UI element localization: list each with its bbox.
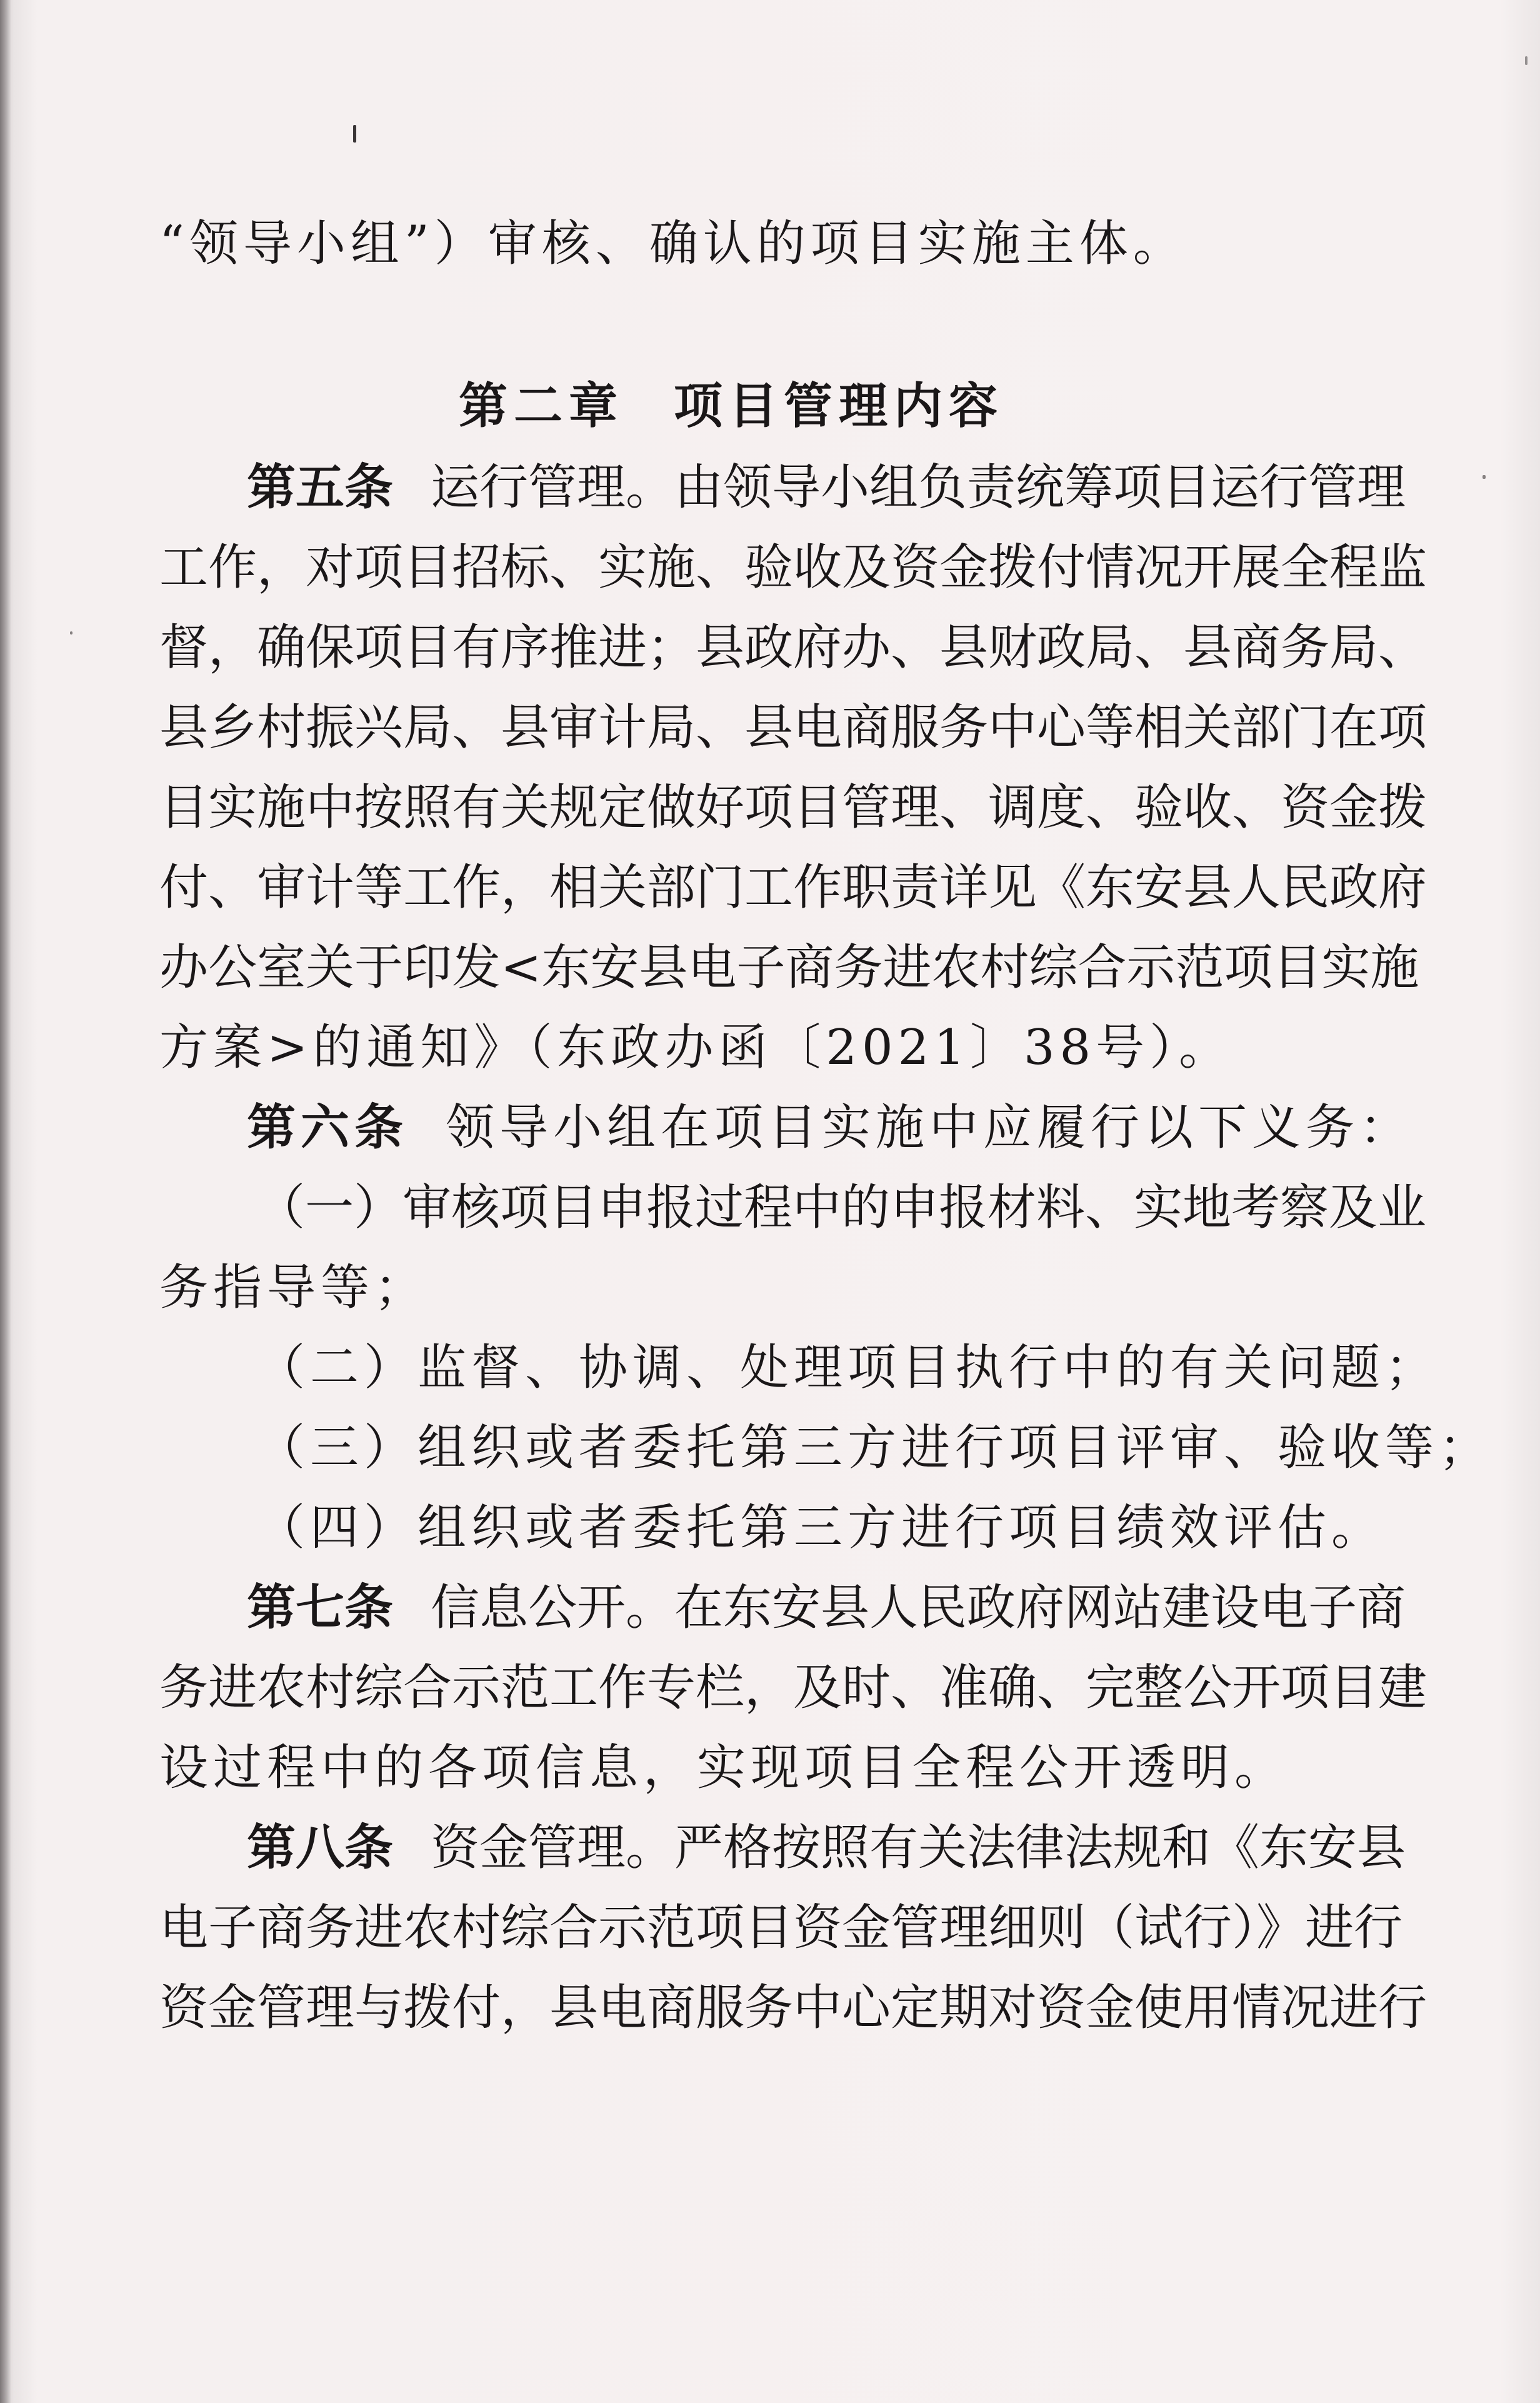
article-5-line-3: 督，确保项目有序推进；县政府办、县财政局、县商务局、 [159, 620, 1428, 676]
article-label: 第六条 [247, 1100, 409, 1156]
article-label: 第五条 [247, 459, 394, 516]
article-label: 第七条 [247, 1580, 394, 1636]
article-6-item-1-line-1: （一）审核项目申报过程中的申报材料、实地考察及业 [256, 1180, 1427, 1236]
article-5-line-2: 工作，对项目招标、实施、验收及资金拨付情况开展全程监 [159, 539, 1428, 596]
article-5-line-7: 办公室关于印发<东安县电子商务进农村综合示范项目实施 [159, 940, 1419, 996]
article-7-line-3: 设过程中的各项信息，实现项目全程公开透明。 [159, 1740, 1289, 1796]
scan-speck [70, 631, 72, 635]
scan-speck [1525, 56, 1528, 65]
article-5-line-1: 第五条 运行管理。由领导小组负责统筹项目运行管理 [247, 459, 1406, 516]
article-6-item-2: （二）监督、协调、处理项目执行中的有关问题； [256, 1340, 1439, 1396]
text-line: “领导小组”）审核、确认的项目实施主体。 [159, 216, 1187, 272]
chapter-heading [159, 375, 1303, 444]
page-edge-shadow [0, 0, 11, 2403]
chapter-title: 项目管理内容 [674, 378, 1004, 434]
article-label: 第八条 [247, 1820, 394, 1876]
article-5-line-8: 方案>的通知》（东政办函〔2021〕38号）。 [159, 1020, 1233, 1076]
article-7-line-1: 第七条 信息公开。在东安县人民政府网站建设电子商 [247, 1580, 1406, 1636]
article-6-item-1-line-2: 务指导等； [159, 1260, 429, 1316]
article-8-line-3: 资金管理与拨付，县电商服务中心定期对资金使用情况进行 [159, 1980, 1428, 2036]
article-6-item-4: （四）组织或者委托第三方进行项目绩效评估。 [256, 1500, 1386, 1556]
article-6-item-3: （三）组织或者委托第三方进行项目评审、验收等； [256, 1420, 1493, 1476]
article-5-line-6: 付、审计等工作，相关部门工作职责详见《东安县人民政府 [159, 860, 1428, 916]
article-5-line-5: 目实施中按照有关规定做好项目管理、调度、验收、资金拨 [159, 780, 1428, 836]
article-5-line-4: 县乡村振兴局、县审计局、县电商服务中心等相关部门在项 [159, 700, 1428, 756]
scan-speck [1482, 475, 1486, 479]
article-7-line-2: 务进农村综合示范工作专栏，及时、准确、完整公开项目建 [159, 1660, 1428, 1716]
article-6-line-1: 第六条 领导小组在项目实施中应履行以下义务： [247, 1100, 1414, 1156]
article-8-line-1: 第八条 资金管理。严格按照有关法律法规和《东安县 [247, 1820, 1406, 1876]
article-8-line-2: 电子商务进农村综合示范项目资金管理细则（试行）》进行 [159, 1900, 1403, 1956]
scan-speck [353, 125, 356, 143]
chapter-number: 第二章 [458, 378, 624, 434]
